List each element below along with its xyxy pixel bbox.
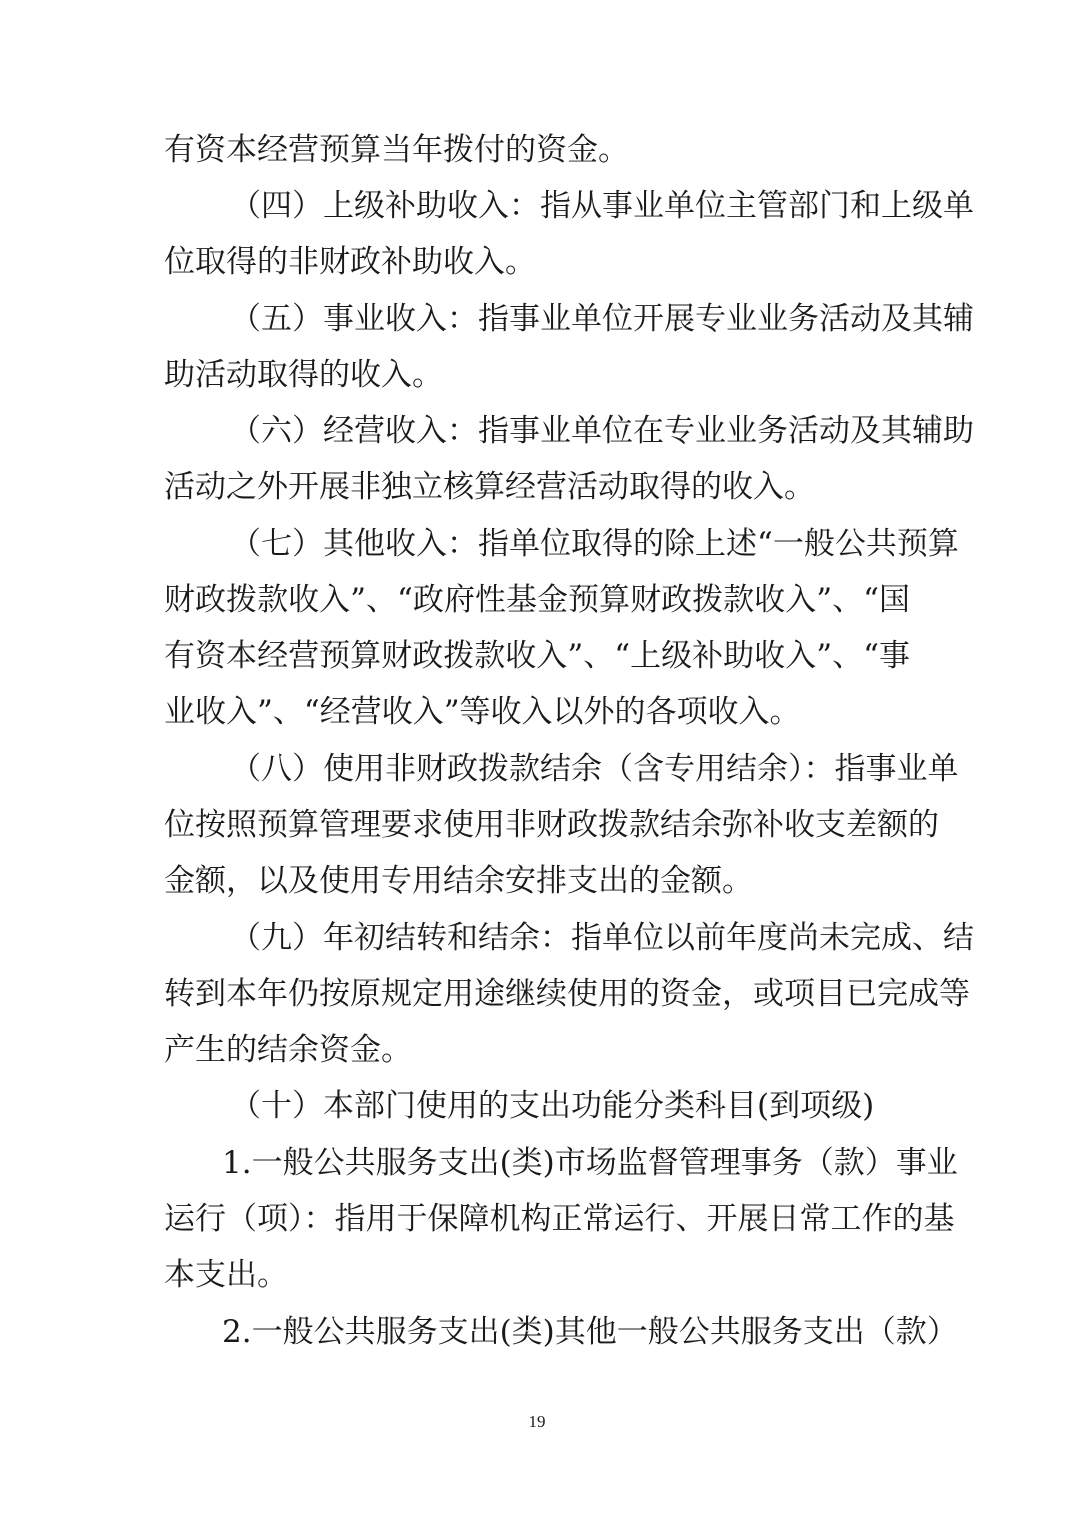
- text-line: 位取得的非财政补助收入。: [164, 244, 536, 280]
- text-line: （四）上级补助收入：指从事业单位主管部门和上级单: [230, 188, 974, 224]
- section-heading: （十）本部门使用的支出功能分类科目(到项级): [230, 1088, 875, 1124]
- text-line: （九）年初结转和结余：指单位以前年度尚未完成、结: [230, 920, 974, 956]
- text-line: 产生的结余资金。: [164, 1032, 412, 1068]
- text-line: 2.一般公共服务支出(类)其他一般公共服务支出（款）: [222, 1314, 958, 1350]
- text-line: 财政拨款收入”、“政府性基金预算财政拨款收入”、“国: [164, 582, 910, 618]
- text-line: 有资本经营预算当年拨付的资金。: [164, 132, 629, 168]
- text-line: 位按照预算管理要求使用非财政拨款结余弥补收支差额的: [164, 807, 939, 843]
- text-line: 本支出。: [164, 1257, 288, 1293]
- text-line: 转到本年仍按原规定用途继续使用的资金，或项目已完成等: [164, 976, 970, 1012]
- text-line: 助活动取得的收入。: [164, 357, 443, 393]
- page-number: 19: [528, 1412, 546, 1431]
- text-line: （八）使用非财政拨款结余（含专用结余）：指事业单: [230, 751, 959, 787]
- text-line: （七）其他收入：指单位取得的除上述“一般公共预算: [230, 526, 959, 562]
- text-line: 业收入”、“经营收入”等收入以外的各项收入。: [164, 694, 801, 730]
- text-line: （六）经营收入：指事业单位在专业业务活动及其辅助: [230, 413, 974, 449]
- text-line: 活动之外开展非独立核算经营活动取得的收入。: [164, 469, 815, 505]
- text-line: 运行（项）：指用于保障机构正常运行、开展日常工作的基: [164, 1201, 955, 1237]
- text-line: 金额，以及使用专用结余安排支出的金额。: [164, 863, 753, 899]
- text-line: 有资本经营预算财政拨款收入”、“上级补助收入”、“事: [164, 638, 910, 674]
- text-line: （五）事业收入：指事业单位开展专业业务活动及其辅: [230, 301, 974, 337]
- text-line: 1.一般公共服务支出(类)市场监督管理事务（款）事业: [222, 1145, 958, 1181]
